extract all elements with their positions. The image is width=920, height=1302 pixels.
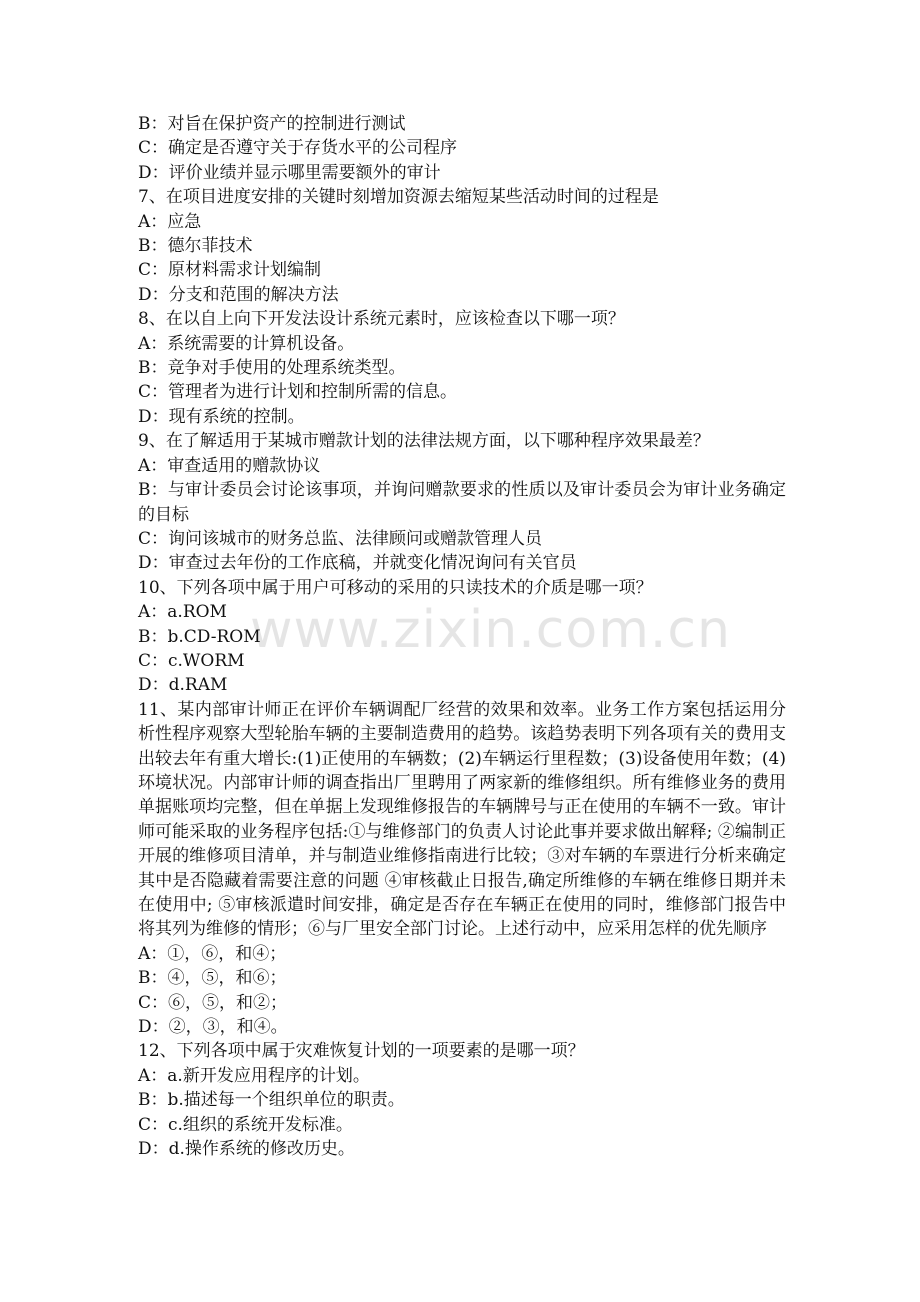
question-8-stem: 8、在以自上向下开发法设计系统元素时，应该检查以下哪一项？ xyxy=(138,309,625,330)
question-7-stem: 7、在项目进度安排的关键时刻增加资源去缩短某些活动时间的过程是 xyxy=(138,187,659,208)
option-c: C：⑥，⑤，和②； xyxy=(138,992,288,1013)
option-b: B：竞争对手使用的处理系统类型。 xyxy=(138,358,406,379)
question-9-stem: 9、在了解适用于某城市赠款计划的法律法规方面，以下哪种程序效果最差？ xyxy=(138,431,710,452)
question-10-stem: 10、下列各项中属于用户可移动的采用的只读技术的介质是哪一项？ xyxy=(138,577,653,598)
option-d: D：d.操作系统的修改历史。 xyxy=(138,1139,355,1160)
option-b: B：b.描述每一个组织单位的职责。 xyxy=(138,1090,405,1111)
question-12-stem: 12、下列各项中属于灾难恢复计划的一项要素的是哪一项？ xyxy=(138,1041,585,1062)
option-c: C：询问该城市的财务总监、法律顾问或赠款管理人员 xyxy=(138,528,543,549)
option-d: D：审查过去年份的工作底稿，并就变化情况询问有关官员 xyxy=(138,553,577,574)
option-c: C：管理者为进行计划和控制所需的信息。 xyxy=(138,382,458,403)
option-b: B：德尔菲技术 xyxy=(138,236,253,257)
option-a: A：审查适用的赠款协议 xyxy=(138,455,321,476)
option-a: A：a.新开发应用程序的计划。 xyxy=(138,1065,370,1086)
question-list xyxy=(138,112,786,1161)
option-c: C：c.WORM xyxy=(138,650,245,671)
option-d: D：d.RAM xyxy=(138,675,228,696)
option-d: D：分支和范围的解决方法 xyxy=(138,284,339,305)
option-d: D：现有系统的控制。 xyxy=(138,406,305,427)
option-b: B：与审计委员会讨论该事项，并询问赠款要求的性质以及审计委员会为审计业务确定的目标 xyxy=(138,480,786,525)
option-a: A：a.ROM xyxy=(138,602,227,623)
option-d: D：②，③，和④。 xyxy=(138,1017,288,1038)
option-b: B：对旨在保护资产的控制进行测试 xyxy=(138,114,406,134)
option-c: C：确定是否遵守关于存货水平的公司程序 xyxy=(138,138,458,159)
watermark: www.zixin.com.cn xyxy=(250,600,731,660)
option-a: A：①，⑥，和④； xyxy=(138,943,287,964)
option-b: B：b.CD-ROM xyxy=(138,626,261,647)
option-a: A：应急 xyxy=(138,211,202,232)
option-a: A：系统需要的计算机设备。 xyxy=(138,333,355,354)
question-11-stem: 11、某内部审计师正在评价车辆调配厂经营的效果和效率。业务工作方案包括运用分析性程序观察大型轮胎车辆的主要制造费用的趋势。该趋势表明下列各项有关的费用支出较去年有重大增长:(1)正使用的车辆数；(2)车辆运行里程数；(3)设备使用年数；(4)环境状况。内部审计师的调查指出厂里聘用了两家新的维修组织。所有维修业务的费用单据账项均完整，但在单据上发现维修报告的车辆牌号与正在使用的车辆不一致。审计师可能采取的业务程序包括:①与维修部门的负责人讨论此事并要求做出解释; ②编制正开展的维修项目清单，并与制造业维修指南进行比较；③对车辆的车票进行分析来确定其中是否隐藏着需要注意的问题 ④审核截止日报告,确定所维修的车辆在维修日期并未在使用中; ⑤审核派遣时间安排，确定是否存在车辆正在使用的同时，维修部门报告中将其列为维修的情形；⑥与厂里安全部门讨论。上述行动中，应采用怎样的优先顺序 xyxy=(138,699,786,940)
option-b: B：④，⑤，和⑥； xyxy=(138,968,287,989)
option-c: C：c.组织的系统开发标准。 xyxy=(138,1114,353,1135)
option-d: D：评价业绩并显示哪里需要额外的审计 xyxy=(138,162,441,183)
option-c: C：原材料需求计划编制 xyxy=(138,260,322,281)
